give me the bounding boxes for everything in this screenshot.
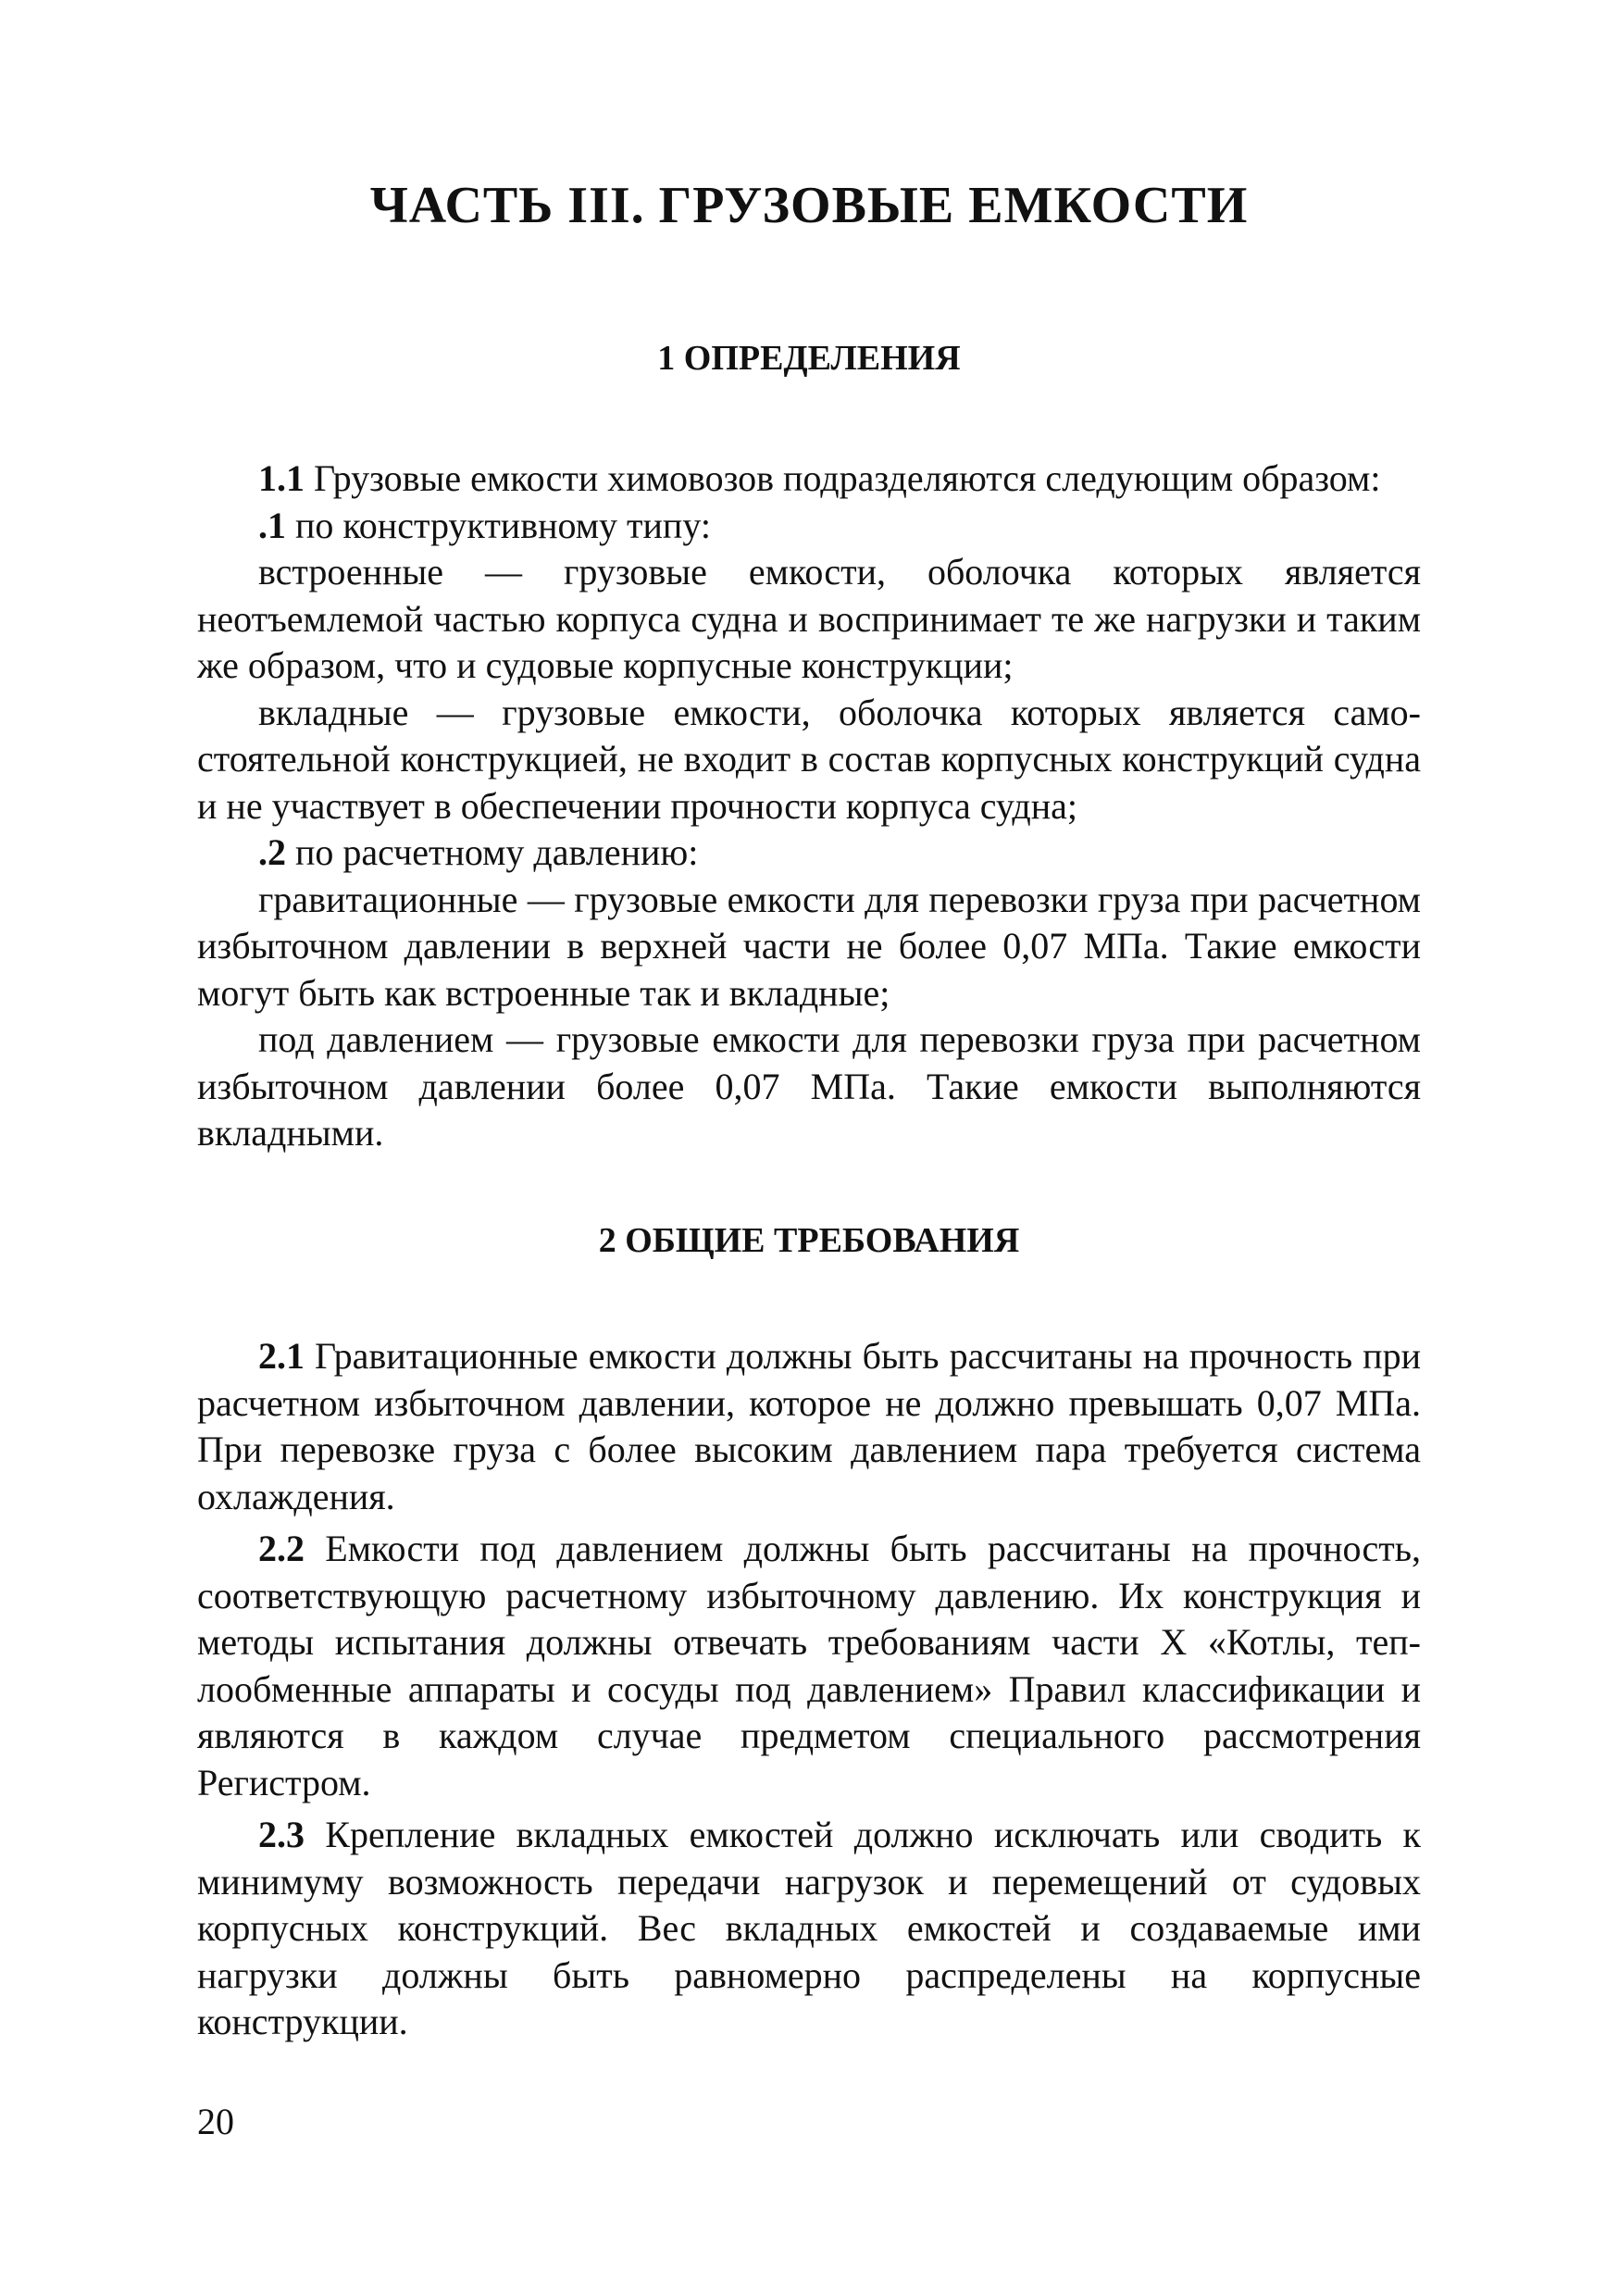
section-1-body [197,455,1421,1157]
paragraph-independent: вкладные — грузовые емкости, оболочка которых является самостоятельной конструкцией, не входит в состав корпусных конструкций судна и не участвует в обеспечении прочности корпуса судна; [197,691,1421,827]
paragraph-pressure: под давлением — грузовые емкости для перевозки груза при расчетном избыточном давлении более 0,07 МПа. Такие емкости выполняются вкладными. [197,1018,1421,1154]
clause-text: Гравитационные емкости должны быть рассчитаны на прочность при расчетном избыточном давлении, которое не должно превышать 0,07 МПа. При перевозке груза с более высоким давлением пара требуется система охлаждения. [197,1335,1421,1517]
paragraph-1-1 [197,455,1421,503]
clause-number: .2 [258,831,286,873]
clause-number: .1 [258,504,286,546]
paragraph-1-1-1 [197,503,1421,550]
paragraph-1-1-2 [197,830,1421,877]
clause-text: по конструктивному типу: [286,504,711,546]
clause-text: по расчетному давлению: [286,831,699,873]
clause-number: 2.2 [258,1528,305,1569]
paragraph-built-in: встроенные — грузовые емкости, оболочка которых является неотъемлемой частью корпуса судна и воспринимает те же нагрузки и таким же образом, что и судовые корпусные конструкции; [197,551,1421,686]
paragraph-2-3 [197,1812,1421,2046]
clause-number: 1.1 [258,457,305,499]
clause-number: 2.3 [258,1814,305,1855]
section-2-title: 2 ОБЩИЕ ТРЕБОВАНИЯ [598,1221,1020,1260]
clause-text: Грузовые емкости химовозов подразделяются следующим образом: [305,457,1381,499]
clause-number: 2.1 [258,1335,305,1377]
page-number: 20 [197,2101,234,2142]
section-1-title: 1 ОПРЕДЕЛЕНИЯ [657,339,961,378]
paragraph-2-2 [197,1526,1421,1806]
clause-text: Емкости под давлением должны быть рассчитаны на прочность, соответствующую расчетному избыточному давлению. Их конструкция и методы испытания должны отвечать требованиям части X «Котлы, теплообменные аппараты и сосуды под давлением» Правил классификации и являются в каждом случае предметом специального рассмотрения Регистром. [197,1528,1421,1803]
paragraph-gravity: гравитационные — грузовые емкости для перевозки груза при расчетном избыточном давлении в верхней части не более 0,07 МПа. Такие емкости могут быть как встроенные так и вкладные; [197,878,1421,1014]
section-2-body [197,1333,1421,2046]
document-page [197,0,1421,2296]
part-title: ЧАСТЬ III. ГРУЗОВЫЕ ЕМКОСТИ [369,177,1249,234]
clause-text: Крепление вкладных емкостей должно исключать или сводить к минимуму возможность передачи нагрузок и перемещений от судовых корпусных конструкций. Вес вкладных емкостей и создаваемые ими нагрузки должны быть равномерно распределены на корпусные конструкции. [197,1814,1421,2042]
paragraph-2-1 [197,1333,1421,1520]
